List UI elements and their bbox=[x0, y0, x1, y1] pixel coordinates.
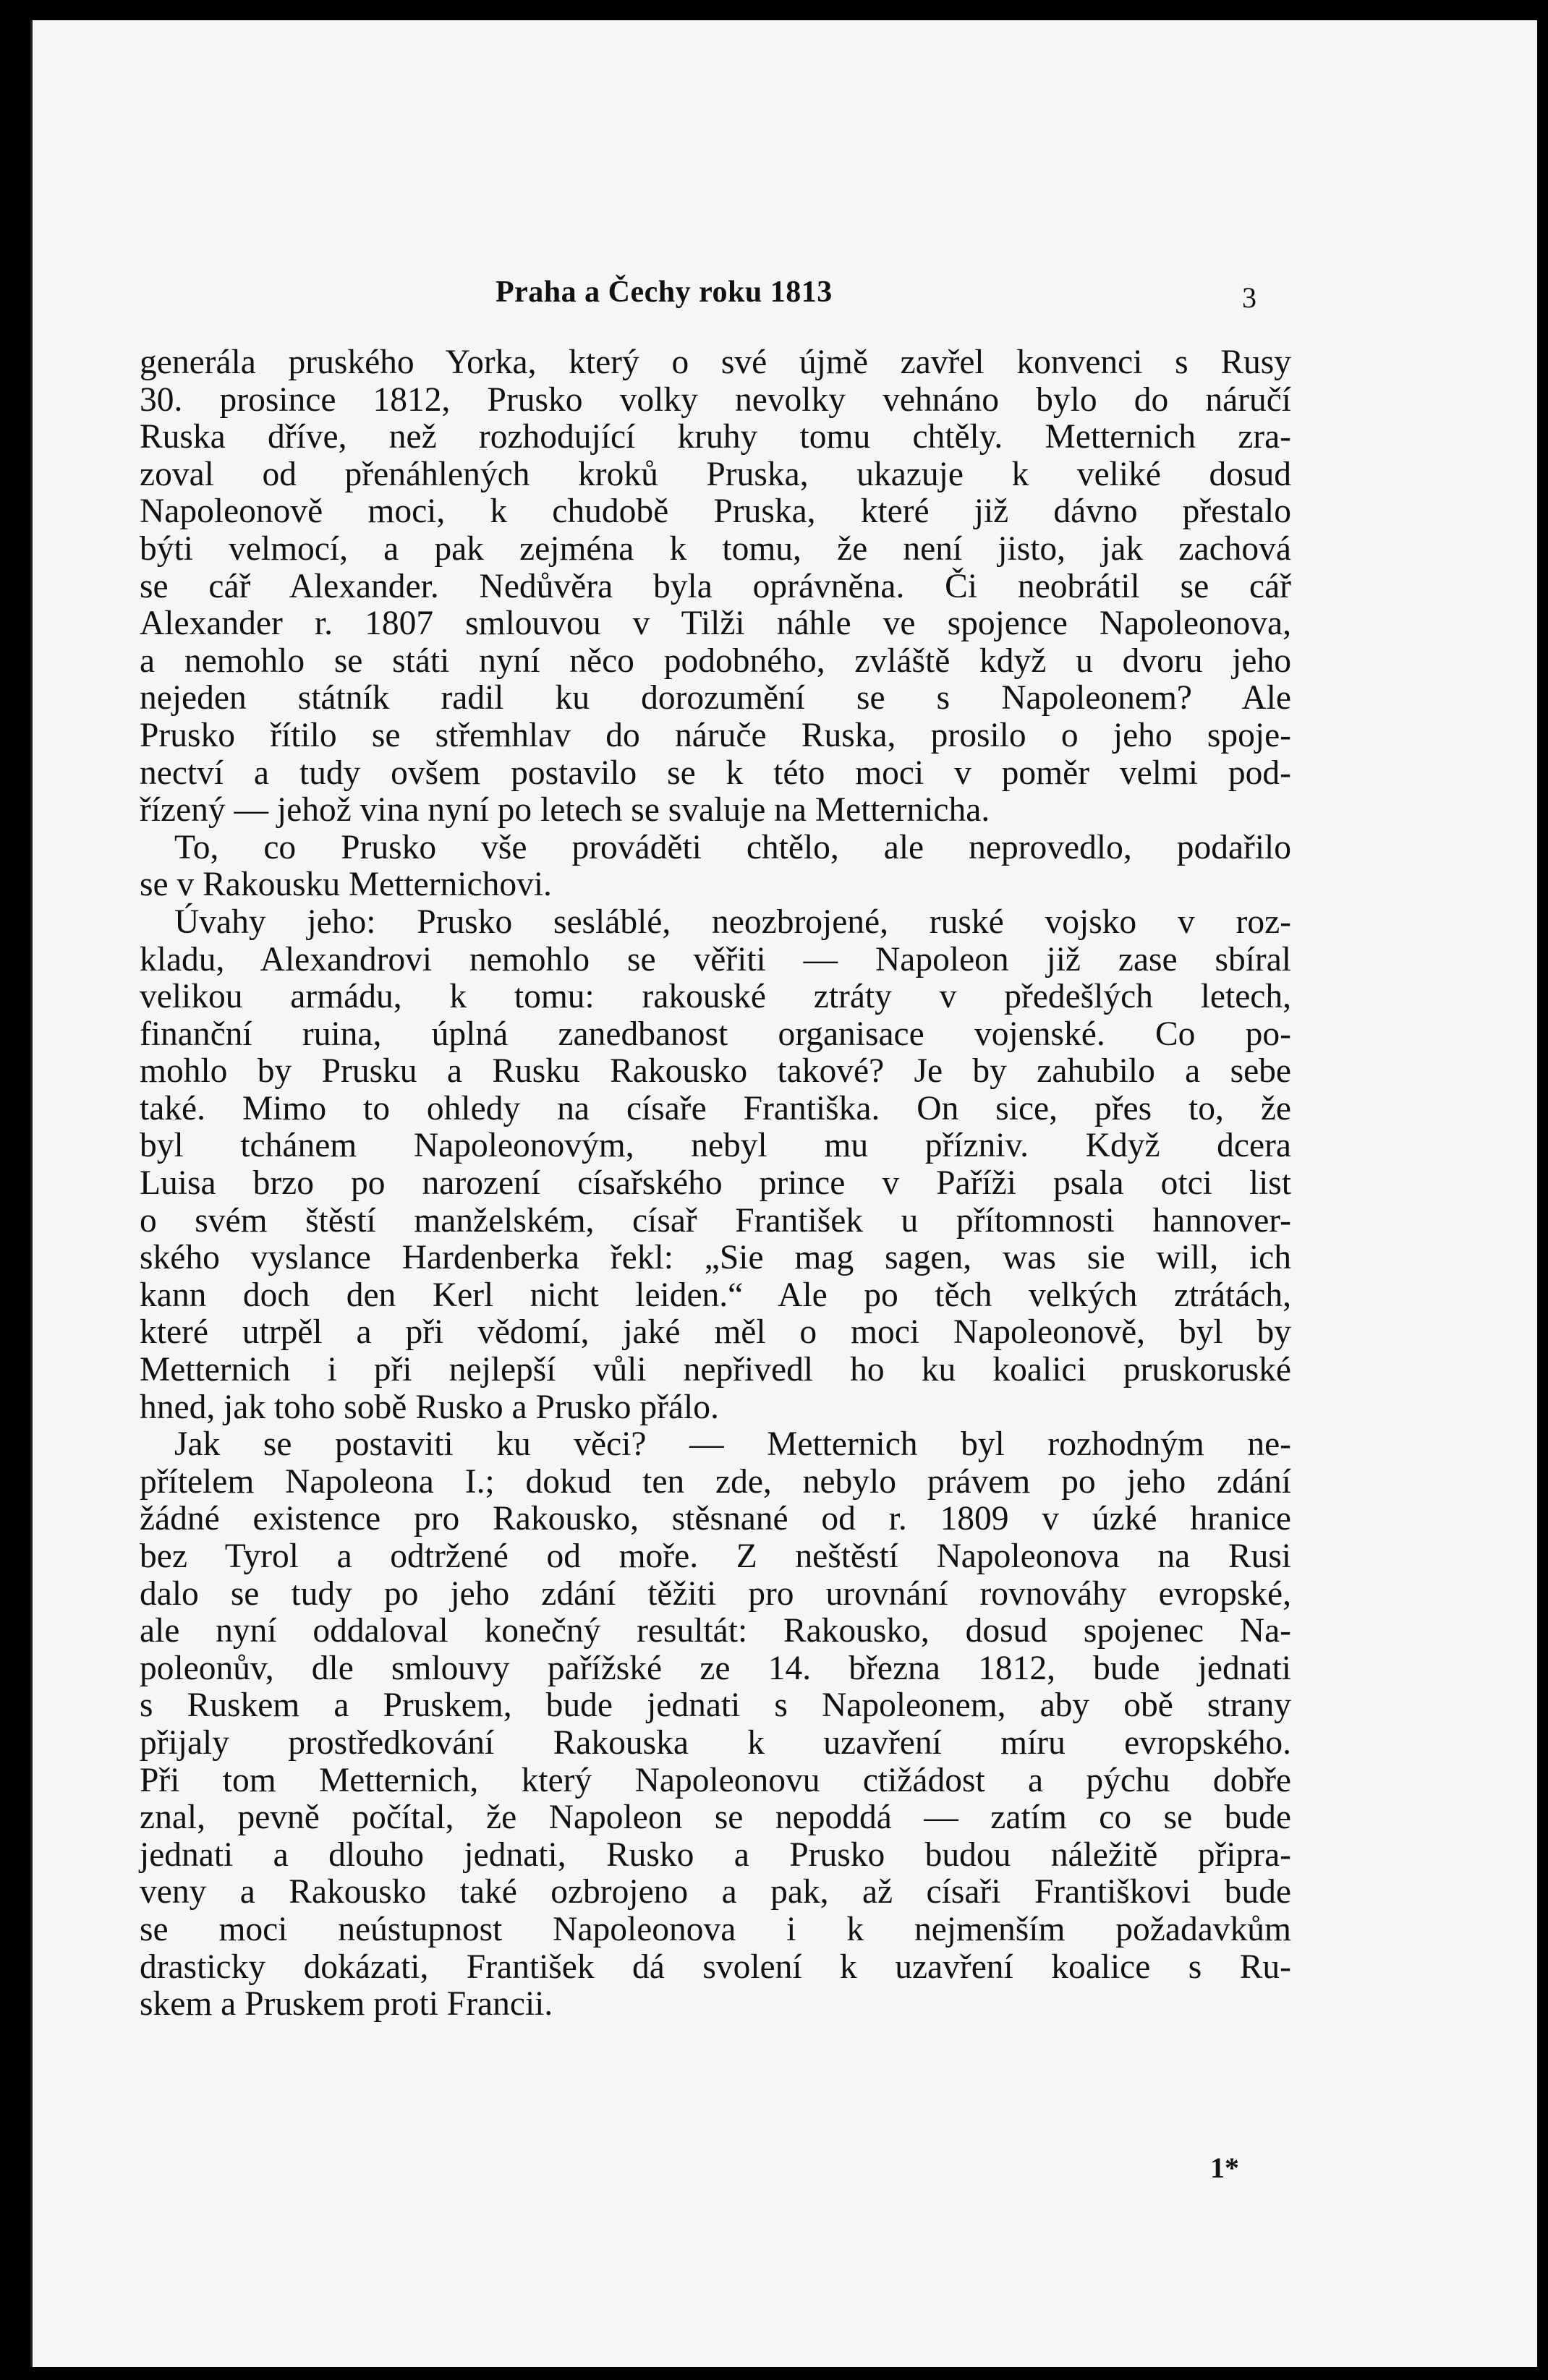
text-line: Alexander r. 1807 smlouvou v Tilži náhle ve spojence Napoleonova, bbox=[140, 605, 1291, 643]
text-line: mohlo by Prusku a Rusku Rakousko takové? Je by zahubilo a sebe bbox=[140, 1052, 1291, 1091]
running-title: Praha a Čechy roku 1813 bbox=[496, 276, 833, 309]
text-line: Prusko řítilo se střemhlav do náruče Ruska, prosilo o jeho spoje- bbox=[140, 716, 1291, 754]
text-line: znal, pevně počítal, že Napoleon se nepoddá — zatím co se bude bbox=[140, 1799, 1291, 1837]
text-line: generála pruského Yorka, který o své újmě zavřel konvenci s Rusy bbox=[140, 344, 1291, 381]
page-number: 3 bbox=[1242, 281, 1256, 314]
text-line: velikou armádu, k tomu: rakouské ztráty v předešlých letech, bbox=[140, 978, 1291, 1016]
paragraph bbox=[140, 344, 1291, 829]
text-line: finanční ruina, úplná zanedbanost organisace vojenské. Co po- bbox=[140, 1015, 1291, 1053]
text-line: dalo se tudy po jeho zdání těžiti pro urovnání rovnováhy evropské, bbox=[140, 1574, 1291, 1613]
text-line: drasticky dokázati, František dá svolení k uzavření koalice s Ru- bbox=[140, 1948, 1291, 1986]
text-line: s Ruskem a Pruskem, bude jednati s Napoleonem, aby obě strany bbox=[140, 1686, 1291, 1725]
paragraph bbox=[140, 1426, 1291, 2023]
text-line: Luisa brzo po narození císařského prince v Paříži psala otci list bbox=[140, 1164, 1291, 1203]
text-line: veny a Rakousko také ozbrojeno a pak, až císaři Františkovi bude bbox=[140, 1873, 1291, 1911]
text-line: jednati a dlouho jednati, Rusko a Prusko budou náležitě připra- bbox=[140, 1835, 1291, 1874]
text-line: které utrpěl a při vědomí, jaké měl o moci Napoleonově, byl by bbox=[140, 1313, 1291, 1352]
text-line: kann doch den Kerl nicht leiden.“ Ale po těch velkých ztrátách, bbox=[140, 1276, 1291, 1314]
text-line: nejeden státník radil ku dorozumění se s Napoleonem? Ale bbox=[140, 679, 1291, 717]
text-line: Jak se postaviti ku věci? — Metternich byl rozhodným ne- bbox=[174, 1425, 1291, 1464]
paragraph bbox=[140, 829, 1291, 904]
text-line: ale nyní oddaloval konečný resultát: Rakousko, dosud spojenec Na- bbox=[140, 1612, 1291, 1650]
text-line: se v Rakousku Metternichovi. bbox=[140, 866, 552, 904]
text-line: Úvahy jeho: Prusko sesláblé, neozbrojené, ruské vojsko v roz- bbox=[174, 903, 1291, 941]
text-line: ského vyslance Hardenberka řekl: „Sie mag sagen, was sie will, ich bbox=[140, 1239, 1291, 1277]
text-line: skem a Pruskem proti Francii. bbox=[140, 1985, 553, 2023]
text-line: přijaly prostředkování Rakouska k uzavření míru evropského. bbox=[140, 1723, 1291, 1762]
text-line: poleonův, dle smlouvy pařížské ze 14. března 1812, bude jednati bbox=[140, 1649, 1291, 1687]
paragraph bbox=[140, 904, 1291, 1426]
book-page bbox=[30, 20, 1537, 2367]
body-text bbox=[140, 344, 1291, 2023]
text-line: hned, jak toho sobě Rusko a Prusko přálo. bbox=[140, 1388, 719, 1426]
text-line: býti velmocí, a pak zejména k tomu, že není jisto, jak zachová bbox=[140, 529, 1291, 568]
text-line: Napoleonově moci, k chudobě Pruska, které již dávno přestalo bbox=[140, 492, 1291, 531]
text-line: přítelem Napoleona I.; dokud ten zde, nebylo právem po jeho zdání bbox=[140, 1462, 1291, 1501]
signature-mark: 1* bbox=[1210, 2151, 1239, 2184]
text-line: kladu, Alexandrovi nemohlo se věřiti — Napoleon již zase sbíral bbox=[140, 940, 1291, 978]
text-line: 30. prosince 1812, Prusko volky nevolky vehnáno bylo do náručí bbox=[140, 380, 1291, 419]
text-line: Ruska dříve, než rozhodující kruhy tomu chtěly. Metternich zra- bbox=[140, 418, 1291, 456]
text-line: žádné existence pro Rakousko, stěsnané od r. 1809 v úzké hranice bbox=[140, 1500, 1291, 1538]
page-header bbox=[33, 275, 1537, 318]
text-line: bez Tyrol a odtržené od moře. Z neštěstí Napoleonova na Rusi bbox=[140, 1537, 1291, 1575]
text-line: nectví a tudy ovšem postavilo se k této moci v poměr velmi pod- bbox=[140, 754, 1291, 792]
text-line: se moci neústupnost Napoleonova i k nejmenším požadavkům bbox=[140, 1910, 1291, 1948]
text-line: Metternich i při nejlepší vůli nepřivedl ho ku koalici pruskoruské bbox=[140, 1351, 1291, 1389]
text-line: Při tom Metternich, který Napoleonovu ctižádost a pýchu dobře bbox=[140, 1761, 1291, 1799]
text-line: zoval od přenáhlených kroků Pruska, ukazuje k veliké dosud bbox=[140, 455, 1291, 493]
text-line: To, co Prusko vše prováděti chtělo, ale neprovedlo, podařilo bbox=[174, 828, 1291, 866]
text-line: o svém štěstí manželském, císař František u přítomnosti hannover- bbox=[140, 1201, 1291, 1240]
text-line: se cář Alexander. Nedůvěra byla oprávněna. Či neobrátil se cář bbox=[140, 567, 1291, 605]
text-line: a nemohlo se státi nyní něco podobného, zvláště když u dvoru jeho bbox=[140, 641, 1291, 680]
text-line: také. Mimo to ohledy na císaře Františka. On sice, přes to, že bbox=[140, 1089, 1291, 1127]
text-line: řízený — jehož vina nyní po letech se svaluje na Metternicha. bbox=[140, 791, 990, 829]
text-line: byl tchánem Napoleonovým, nebyl mu přízniv. Když dcera bbox=[140, 1127, 1291, 1165]
